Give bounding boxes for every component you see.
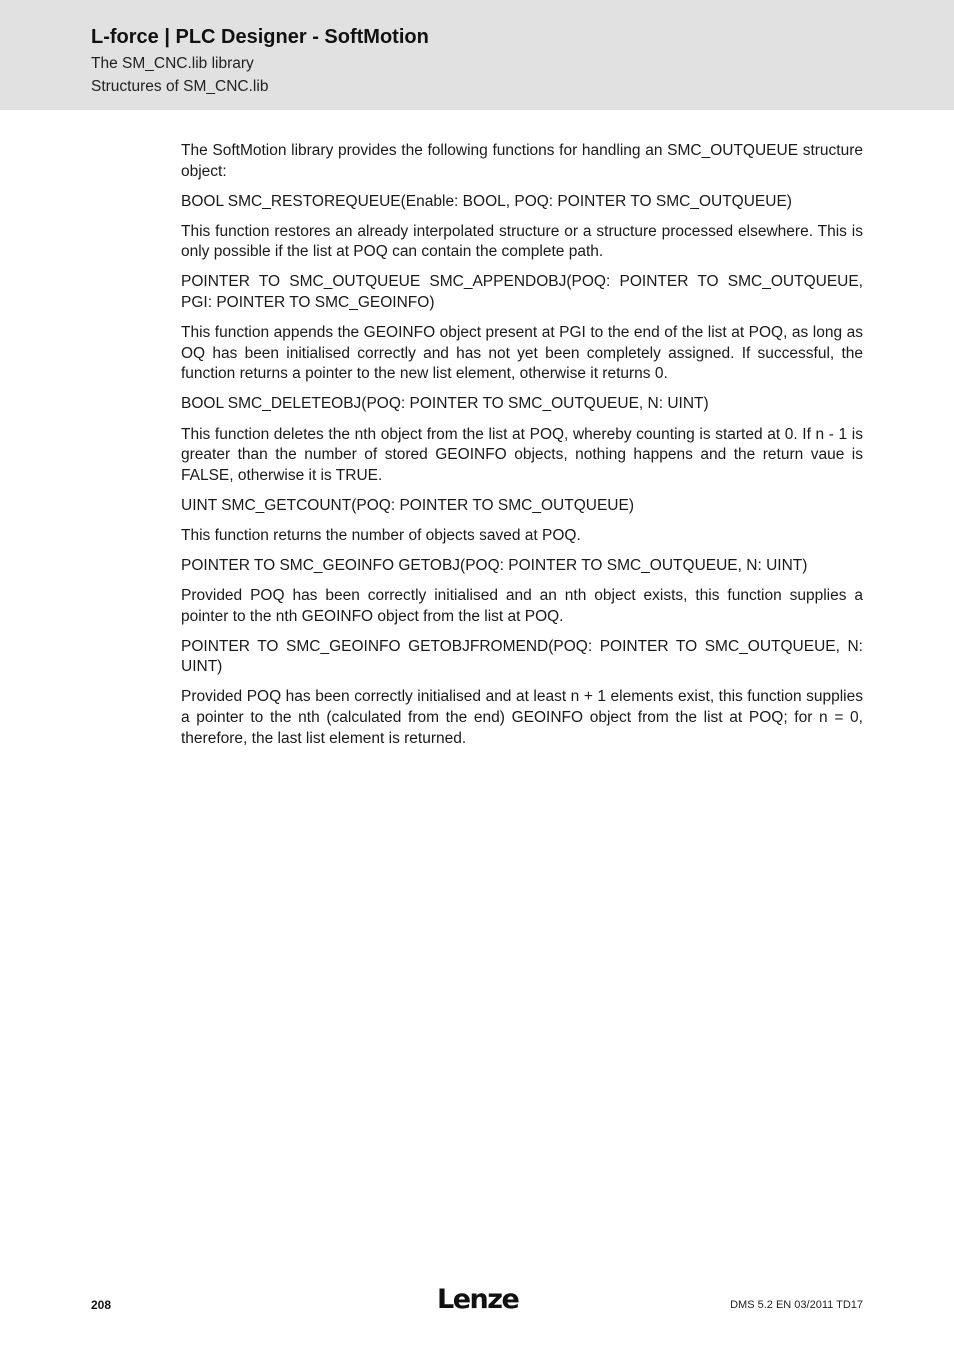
page-header (0, 0, 954, 110)
document-reference: DMS 5.2 EN 03/2011 TD17 (730, 1299, 863, 1311)
page-number: 208 (91, 1298, 112, 1312)
document-title: L-force | PLC Designer - SoftMotion (91, 26, 429, 48)
chapter-title: The SM_CNC.lib library (91, 55, 254, 72)
function-signature-getcount: UINT SMC_GETCOUNT(POQ: POINTER TO SMC_OUTQUEUE) (181, 496, 634, 514)
function-signature-getobjfromend: POINTER TO SMC_GEOINFO GETOBJFROMEND(POQ: POINTER TO SMC_OUTQUEUE, N: UINT) (181, 637, 863, 676)
function-signature-getobj: POINTER TO SMC_GEOINFO GETOBJ(POQ: POINTER TO SMC_OUTQUEUE, N: UINT) (181, 557, 808, 574)
function-signature-restorequeue: BOOL SMC_RESTOREQUEUE(Enable: BOOL, POQ: POINTER TO SMC_OUTQUEUE) (181, 192, 792, 210)
function-description-appendobj: This function appends the GEOINFO object present at PGI to the end of the list at POQ, as long as OQ has been initialised correctly and has not yet been completely assigned. If successful, the function returns a pointer to the new list element, otherwise it returns 0. (181, 324, 863, 383)
function-description-getobj: Provided POQ has been correctly initialised and an nth object exists, this function supplies a pointer to the nth GEOINFO object from the list at POQ. (181, 587, 863, 625)
lenze-logo: Lenze (437, 1284, 519, 1315)
function-description-deleteobj: This function deletes the nth object from the list at POQ, whereby counting is started at 0. If n - 1 is greater than the number of stored GEOINFO objects, nothing happens and the return vaue is FALSE, otherwise it is TRUE. (181, 425, 863, 484)
section-title: Structures of SM_CNC.lib (91, 78, 269, 95)
function-description-getcount: This function returns the number of objects saved at POQ. (181, 526, 581, 544)
function-description-getobjfromend: Provided POQ has been correctly initialised and at least n + 1 elements exist, this function supplies a pointer to the nth (calculated from the end) GEOINFO object from the list at POQ; for n = 0, therefore, the last list element is returned. (181, 688, 863, 747)
function-description-restorequeue: This function restores an already interpolated structure or a structure processed elsewhere. This is only possible if the list at POQ can contain the complete path. (181, 222, 863, 261)
function-signature-appendobj: POINTER TO SMC_OUTQUEUE SMC_APPENDOBJ(POQ: POINTER TO SMC_OUTQUEUE, PGI: POINTER TO SMC_GEOINFO) (181, 273, 863, 312)
function-signature-deleteobj: BOOL SMC_DELETEOBJ(POQ: POINTER TO SMC_OUTQUEUE, N: UINT) (181, 395, 709, 413)
intro-paragraph: The SoftMotion library provides the following functions for handling an SMC_OUTQUEUE structure object: (181, 142, 863, 180)
main-content (181, 141, 863, 759)
